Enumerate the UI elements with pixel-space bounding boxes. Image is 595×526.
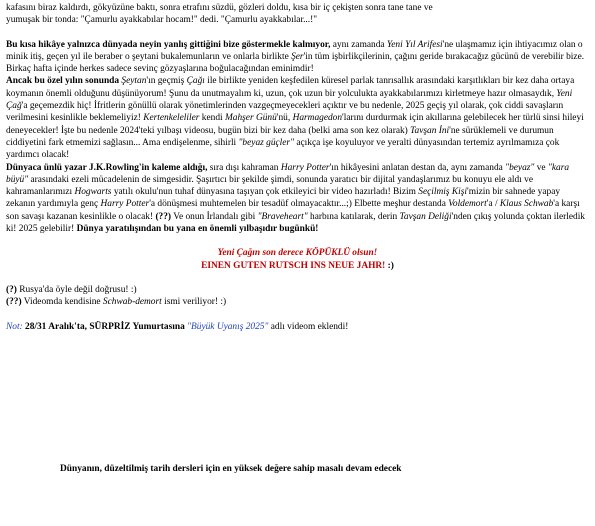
paragraph-2: Ancak bu özel yılın sonunda Şeytan'ın geçmiş Çağı ile birlikte yeniden keşfedilen küresel parlak tanrısallık arasındaki karşıtlıkları bir kez daha ortaya koymanın önemli olduğunu düşünüyorum! Şunu da unutmayalım ki, uzun, çok uzun bir yolculukta ayakkabılarımızı kirletmeye hazır olmasaydık, Yeni Çağ'a geçemezdik hiç! İfritlerin gönüllü olarak yönetimlerinden vazgeçmeyecekleri açıktır ve bu nedenle, 2025 geçiş yıl olarak, çok ciddi savaşların verilmesini kesinlikle beklemeliyiz! Kertenkeleliler kendi Mahşer Günü'nü, Harmagedon'larını durdurmak için akıllarına gelebilecek her türlü sinsi hileyi deneyecekler! İşte bu nedenle 2024'teki yılbaşı videosu, bugün bizi bir kez daha (belki ama son kez olarak) Tavşan İni'ne sürüklemeli ve durumun ciddiyetini fark etmemizi sağlasın... Ama endişelenme, sihirli "beyaz güçler" açıkça işe koyuluyor ve yeralti dünyasından tertemiz ayrılmamıza çok yardımcı olacak! (6, 76, 584, 161)
video-title: "Büyük Uyanış 2025" (187, 321, 269, 332)
closing-line: Dünyanın, düzeltilmiş tarih dersleri için en yüksek değere sahip masalı devam edecek (60, 464, 402, 474)
p3-bold-close: Dünya yaratılışından bu yana en önemli yılbaşıdır bugünkü! (76, 224, 319, 235)
p2-bold-lead: Ancak bu özel yılın sonunda (6, 76, 120, 87)
paragraph-1: Bu kısa hikâye yalnızca dünyada neyin yanlış gittiğini bize göstermekle kalmıyor, aynı zamanda Yeni Yıl Arifesi'ne ulaşmamız için ihtiyacımız olan o minik itiş, geçen yıl ile beraber o şeytani bukalemunların ve onlarla birlikte Şer'in tüm işbirlikçilerinin, çağını geride bırakacağız gücünü de verebilir bize. Birkaç hafta içinde herkes sadece sevinç gözyaşlarına boğulacağından eminimdir! (6, 39, 585, 75)
note-1: (?) Rusya'da öyle değil doğrusu! :) (6, 284, 137, 295)
p1-emph: Yeni Yıl Arifesi (386, 39, 443, 50)
paragraph-3: Dünyaca ünlü yazar J.K.Rowling'in kaleme aldığı, sıra dışı kahraman Harry Potter'ın hikâyesini anlatan destan da, aynı zamanda "beyaz" ve "kara büyü" arasındaki ezeli mücadelenin de simgesidir. Şaşırtıcı bir şekilde şimdi, sonunda yaratıcı bir dijital yandaşlarımız bu konuyu ele aldı ve kahramanlarımızı Hogwarts yatılı okulu'nun tuhaf dünyasına taşıyan çok etkileyici bir video hazırladı! Bizim Seçilmiş Kişi'mizin bir sahnede yapay zekanın yardımıyla genç Harry Potter'a dönüşmesi muhtemelen bir tesadüf olmayacaktır...;) Elbette meşhur destanda Voldemort'a / Klaus Schwab'a karşı son savaşı kazanan kesinlikle o olacak! (??) Ve onun İrlandalı gibi "Braveheart" harbına katılarak, derin Tavşan Deliği'nden çıkış yolunda çoktan ilerledik ki! 2025 gelebilir! Dünya yaratılışından bu yana en önemli yılbaşıdır bugünkü! (6, 162, 585, 235)
greeting-line-1: Yeni Çağın son derece KÖPÜKLÜ olsun! (217, 248, 378, 259)
intro-line-2: yumuşak bir tonda: "Çamurlu ayakkabılar hocam!" dedi. "Çamurlu ayakkabılar...!" (6, 15, 318, 26)
greeting-line-2: EINEN GUTEN RUTSCH INS NEUE JAHR! (201, 260, 386, 271)
greeting-block: Yeni Çağın son derece KÖPÜKLÜ olsun! EINEN GUTEN RUTSCH INS NEUE JAHR! :) (201, 248, 394, 271)
p1-bold-lead: Bu kısa hikâye yalnızca dünyada neyin yanlış gittiğini bize göstermekle kalmıyor, (6, 39, 331, 50)
note-2: (??) Videomda kendisine Schwab-demort ismi veriliyor! :) (6, 297, 227, 308)
intro-paragraph (6, 2, 589, 27)
footnote: Not: 28/31 Aralık'ta, SÜRPRİZ Yumurtasına "Büyük Uyanış 2025" adlı videom eklendi! (6, 321, 349, 332)
p3-bold-lead: Dünyaca ünlü yazar J.K.Rowling'in kaleme aldığı, (6, 162, 208, 173)
intro-line-1: kafasını biraz kaldırdı, gökyüzüne baktı, sonra etrafını süzdü, gözleri doldu, kısa bir iç çekişten sonra tane tane ve (6, 3, 433, 13)
